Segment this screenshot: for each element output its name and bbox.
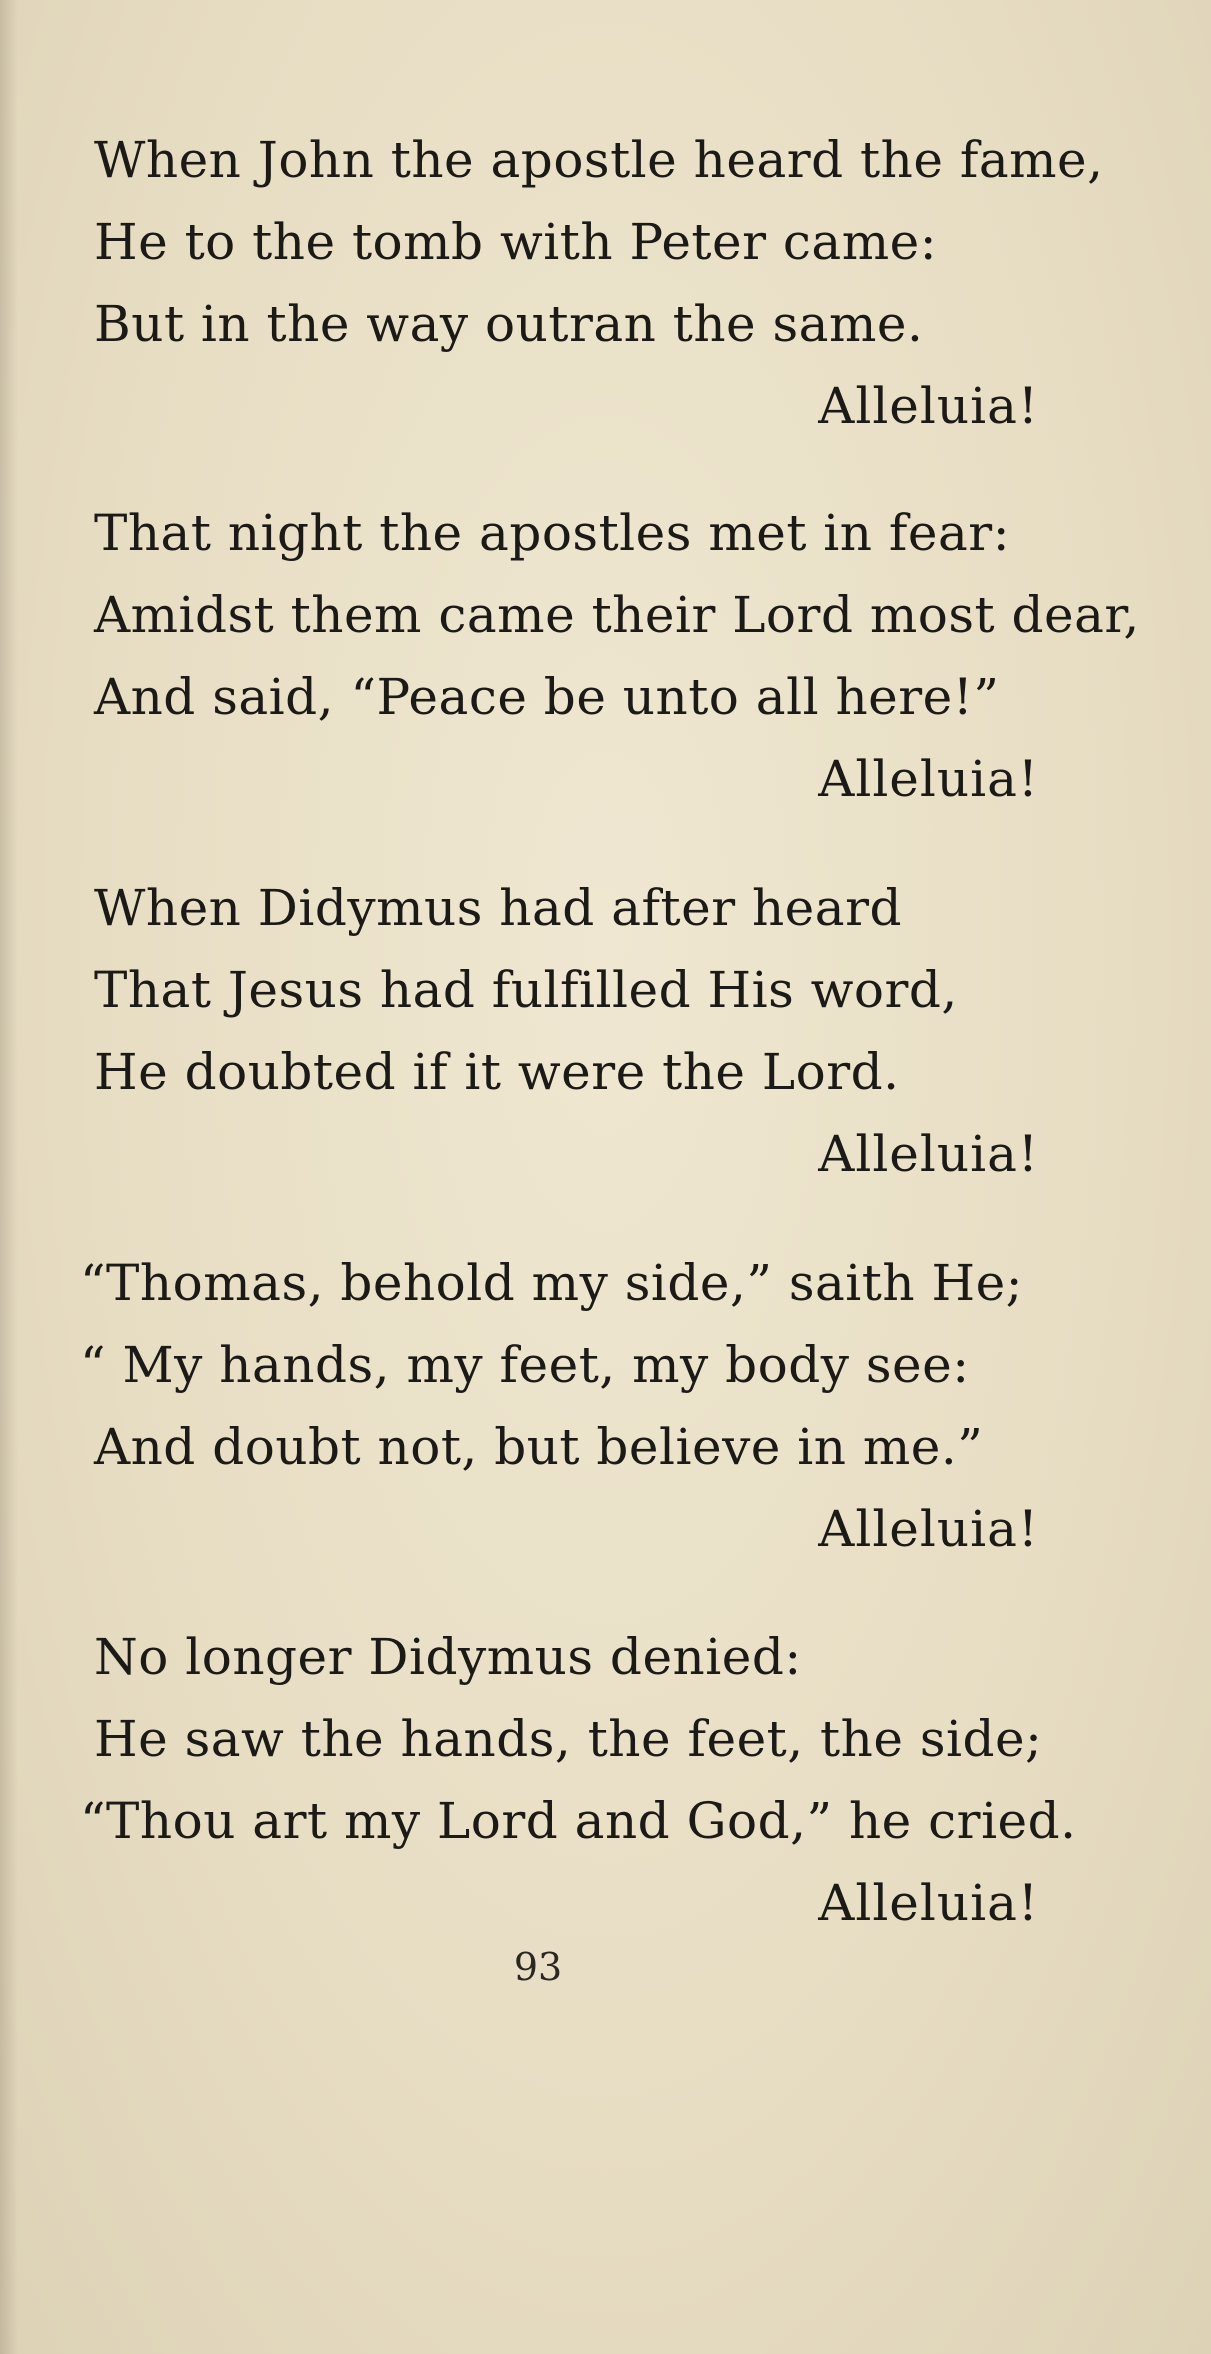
verse-line: And said, “Peace be unto all here!” bbox=[94, 668, 1000, 726]
verse-line: When Didymus had after heard bbox=[94, 879, 902, 937]
refrain-alleluia: Alleluia! bbox=[818, 377, 1039, 435]
page-number: 93 bbox=[513, 1945, 563, 1989]
verse-line: He doubted if it were the Lord. bbox=[94, 1043, 900, 1101]
verse-line: That Jesus had fulfilled His word, bbox=[94, 961, 958, 1019]
refrain-alleluia: Alleluia! bbox=[818, 750, 1039, 808]
page-gutter-shadow bbox=[0, 0, 18, 2354]
refrain-alleluia: Alleluia! bbox=[818, 1125, 1039, 1183]
verse-line: “Thomas, behold my side,” saith He; bbox=[80, 1254, 1024, 1312]
refrain-alleluia: Alleluia! bbox=[818, 1874, 1039, 1932]
verse-line: That night the apostles met in fear: bbox=[94, 504, 1011, 562]
verse-line: No longer Didymus denied: bbox=[94, 1628, 802, 1686]
verse-line: He to the tomb with Peter came: bbox=[94, 213, 938, 271]
refrain-alleluia: Alleluia! bbox=[818, 1500, 1039, 1558]
verse-line: He saw the hands, the feet, the side; bbox=[94, 1710, 1043, 1768]
verse-line: “ My hands, my feet, my body see: bbox=[80, 1336, 970, 1394]
verse-line: And doubt not, but believe in me.” bbox=[94, 1418, 984, 1476]
verse-line: But in the way outran the same. bbox=[94, 295, 924, 353]
verse-line: When John the apostle heard the fame, bbox=[94, 131, 1104, 189]
verse-line: Amidst them came their Lord most dear, bbox=[94, 586, 1140, 644]
verse-line: “Thou art my Lord and God,” he cried. bbox=[80, 1792, 1077, 1850]
